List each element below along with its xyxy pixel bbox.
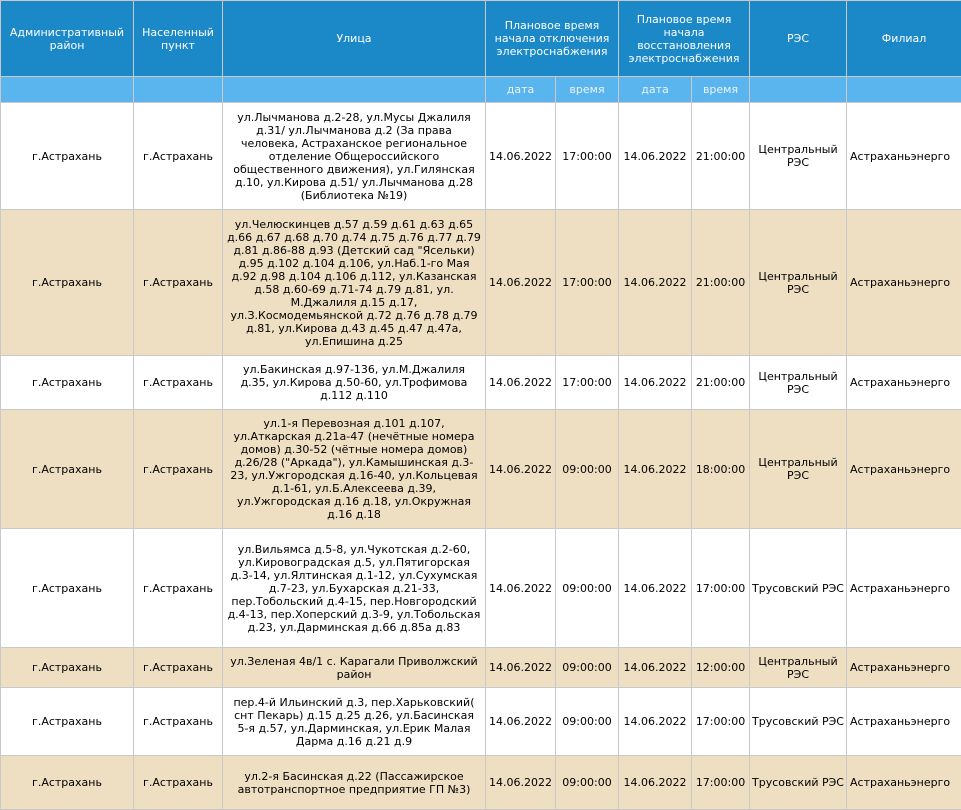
street-cell: ул.2-я Басинская д.22 (Пассажирское автотранспортное предприятие ГП №3): [223, 756, 486, 810]
street-cell: ул.Бакинская д.97-136, ул.М.Джалиля д.35, ул.Кирова д.50-60, ул.Трофимова д.112 д.110: [223, 356, 486, 410]
table-row: [1, 756, 961, 810]
subheader-empty: [750, 77, 847, 103]
district-cell: г.Астрахань: [1, 529, 134, 648]
subheader-empty: [134, 77, 223, 103]
branch-cell: Астраханьэнерго: [847, 356, 961, 410]
table-row: [1, 410, 961, 529]
branch-cell: Астраханьэнерго: [847, 756, 961, 810]
district-cell: г.Астрахань: [1, 410, 134, 529]
table-row: [1, 529, 961, 648]
district-cell: г.Астрахань: [1, 356, 134, 410]
street-cell: ул.Челюскинцев д.57 д.59 д.61 д.63 д.65 д.66 д.67 д.68 д.70 д.74 д.75 д.76 д.77 д.79 д.81 д.86-88 д.93 (Детский сад "Ясельки) д.95 д.102 д.104 д.106, ул.Наб.1-го Мая д.92 д.98 д.104 д.106 д.112, ул.Казанская д.58 д.60-69 д.71-74 д.79 д.81, ул. М.Джалиля д.15 д.17, ул.З.Космодемьянской д.72 д.76 д.78 д.79 д.81, ул.Кирова д.43 д.45 д.47 д.47а, ул.Епишина д.25: [223, 210, 486, 356]
off-time-cell: 09:00:00: [556, 410, 619, 529]
header-street: Улица: [223, 1, 486, 77]
res-cell: Центральный РЭС: [750, 103, 847, 210]
header-settlement: Населенный пункт: [134, 1, 223, 77]
on-date-cell: 14.06.2022: [619, 103, 692, 210]
off-date-cell: 14.06.2022: [486, 756, 556, 810]
off-date-cell: 14.06.2022: [486, 648, 556, 688]
header-res: РЭС: [750, 1, 847, 77]
on-time-cell: 21:00:00: [692, 103, 750, 210]
subheader-empty: [223, 77, 486, 103]
res-cell: Центральный РЭС: [750, 210, 847, 356]
off-date-cell: 14.06.2022: [486, 210, 556, 356]
subheader-off-time: время: [556, 77, 619, 103]
street-cell: ул.Зеленая 4в/1 с. Карагали Приволжский район: [223, 648, 486, 688]
off-time-cell: 17:00:00: [556, 103, 619, 210]
off-date-cell: 14.06.2022: [486, 410, 556, 529]
district-cell: г.Астрахань: [1, 103, 134, 210]
off-time-cell: 09:00:00: [556, 529, 619, 648]
table-row: [1, 103, 961, 210]
off-time-cell: 17:00:00: [556, 210, 619, 356]
on-time-cell: 17:00:00: [692, 529, 750, 648]
district-cell: г.Астрахань: [1, 756, 134, 810]
on-date-cell: 14.06.2022: [619, 756, 692, 810]
res-cell: Трусовский РЭС: [750, 688, 847, 756]
settlement-cell: г.Астрахань: [134, 356, 223, 410]
on-time-cell: 17:00:00: [692, 756, 750, 810]
header-branch: Филиал: [847, 1, 961, 77]
on-time-cell: 21:00:00: [692, 210, 750, 356]
settlement-cell: г.Астрахань: [134, 210, 223, 356]
off-date-cell: 14.06.2022: [486, 356, 556, 410]
settlement-cell: г.Астрахань: [134, 688, 223, 756]
res-cell: Трусовский РЭС: [750, 756, 847, 810]
on-date-cell: 14.06.2022: [619, 210, 692, 356]
off-date-cell: 14.06.2022: [486, 688, 556, 756]
on-date-cell: 14.06.2022: [619, 688, 692, 756]
settlement-cell: г.Астрахань: [134, 648, 223, 688]
street-cell: ул.Лычманова д.2-28, ул.Мусы Джалиля д.31/ ул.Лычманова д.2 (За права человека, Астраханское региональное отделение Общероссийского общественного движения), ул.Гилянская д.10, ул.Кирова д.51/ ул.Лычманова д.28 (Библиотека №19): [223, 103, 486, 210]
header-district: Административный район: [1, 1, 134, 77]
res-cell: Центральный РЭС: [750, 410, 847, 529]
res-cell: Центральный РЭС: [750, 356, 847, 410]
street-cell: пер.4-й Ильинский д.3, пер.Харьковский( снт Пекарь) д.15 д.25 д.26, ул.Басинская 5-я д.57, ул.Дарминская, ул.Ерик Малая Дарма д.16 д.21 д.9: [223, 688, 486, 756]
branch-cell: Астраханьэнерго: [847, 529, 961, 648]
subheader-off-date: дата: [486, 77, 556, 103]
branch-cell: Астраханьэнерго: [847, 648, 961, 688]
off-time-cell: 09:00:00: [556, 648, 619, 688]
off-time-cell: 17:00:00: [556, 356, 619, 410]
street-cell: ул.1-я Перевозная д.101 д.107, ул.Аткарская д.21а-47 (нечётные номера домов) д.30-52 (чётные номера домов) д.26/28 ("Аркада"), ул.Камышинская д.3-23, ул.Ужгородская д.16-40, ул.Кольцевая д.1-61, ул.Б.Алексеева д.39, ул.Ужгородская д.16 д.18, ул.Окружная д.16 д.18: [223, 410, 486, 529]
header-off-time: Плановое время начала отключения электроснабжения: [486, 1, 619, 77]
subheader-empty: [847, 77, 961, 103]
table-row: [1, 648, 961, 688]
on-time-cell: 18:00:00: [692, 410, 750, 529]
on-date-cell: 14.06.2022: [619, 529, 692, 648]
on-date-cell: 14.06.2022: [619, 410, 692, 529]
off-date-cell: 14.06.2022: [486, 529, 556, 648]
off-time-cell: 09:00:00: [556, 756, 619, 810]
settlement-cell: г.Астрахань: [134, 756, 223, 810]
on-date-cell: 14.06.2022: [619, 648, 692, 688]
res-cell: Центральный РЭС: [750, 648, 847, 688]
table-row: [1, 210, 961, 356]
branch-cell: Астраханьэнерго: [847, 103, 961, 210]
table-row: [1, 688, 961, 756]
off-date-cell: 14.06.2022: [486, 103, 556, 210]
district-cell: г.Астрахань: [1, 210, 134, 356]
header-row: [1, 1, 961, 77]
branch-cell: Астраханьэнерго: [847, 210, 961, 356]
on-time-cell: 21:00:00: [692, 356, 750, 410]
off-time-cell: 09:00:00: [556, 688, 619, 756]
subheader-on-time: время: [692, 77, 750, 103]
settlement-cell: г.Астрахань: [134, 103, 223, 210]
subheader-empty: [1, 77, 134, 103]
on-time-cell: 17:00:00: [692, 688, 750, 756]
on-time-cell: 12:00:00: [692, 648, 750, 688]
settlement-cell: г.Астрахань: [134, 529, 223, 648]
subheader-on-date: дата: [619, 77, 692, 103]
settlement-cell: г.Астрахань: [134, 410, 223, 529]
branch-cell: Астраханьэнерго: [847, 410, 961, 529]
res-cell: Трусовский РЭС: [750, 529, 847, 648]
header-on-time: Плановое время начала восстановления электроснабжения: [619, 1, 750, 77]
street-cell: ул.Вильямса д.5-8, ул.Чукотская д.2-60, ул.Кировоградская д.5, ул.Пятигорская д.3-14, ул.Ялтинская д.1-12, ул.Сухумская д.7-23, ул.Бухарская д.21-33, пер.Тобольский д.4-15, пер.Новгородский д.4-13, пер.Хоперский д.3-9, ул.Тобольская д.23, ул.Дарминская д.66 д.85а д.83: [223, 529, 486, 648]
subheader-row: [1, 77, 961, 103]
branch-cell: Астраханьэнерго: [847, 688, 961, 756]
district-cell: г.Астрахань: [1, 648, 134, 688]
table-row: [1, 356, 961, 410]
on-date-cell: 14.06.2022: [619, 356, 692, 410]
district-cell: г.Астрахань: [1, 688, 134, 756]
